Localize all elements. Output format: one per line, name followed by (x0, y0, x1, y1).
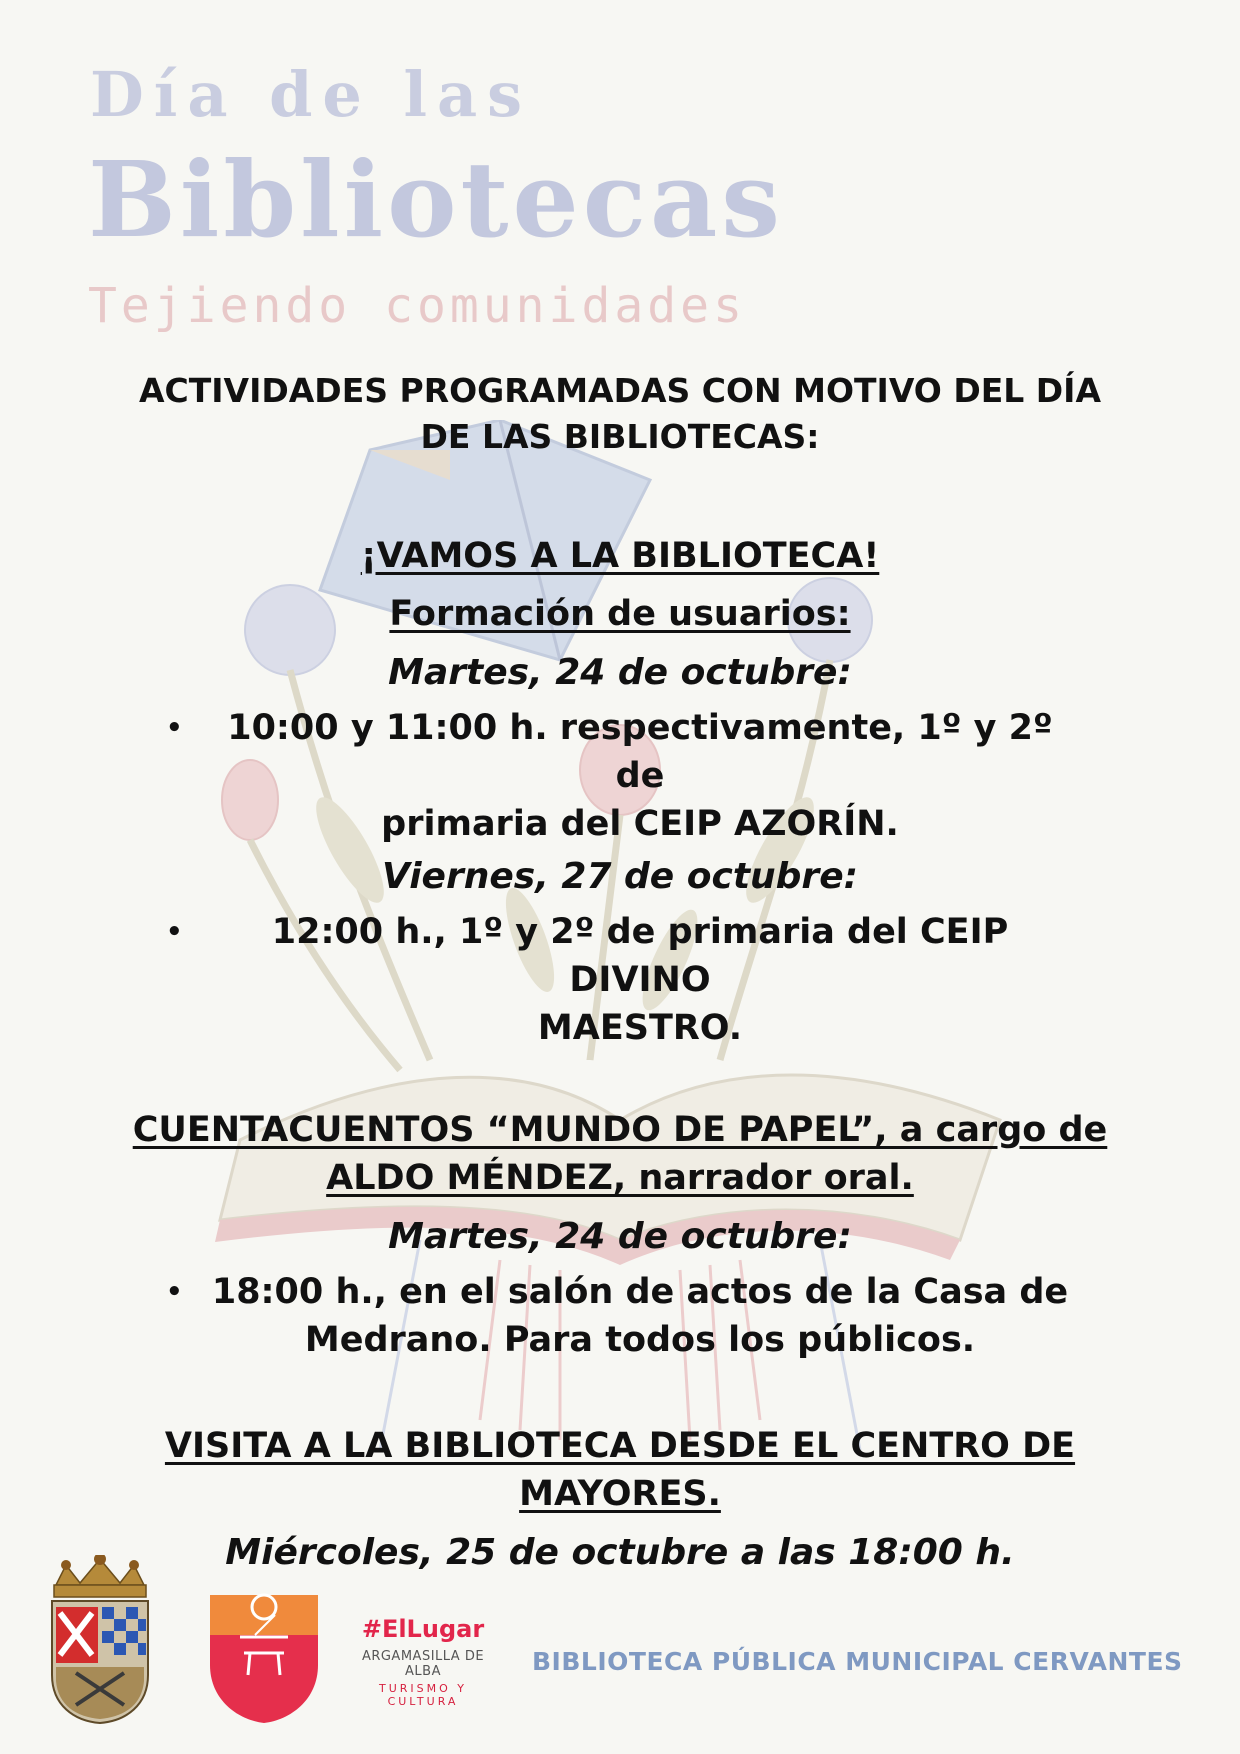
intro-line1: ACTIVIDADES PROGRAMADAS CON MOTIVO DEL DÍA (139, 371, 1101, 410)
event-tagline: Tejiendo comunidades (88, 278, 746, 334)
section-vamos-title: ¡VAMOS A LA BIBLIOTECA! (360, 536, 880, 576)
title-line1: CUENTACUENTOS “MUNDO DE PAPEL”, a cargo de (132, 1110, 1108, 1150)
intro-heading (100, 368, 1140, 460)
item-line2: primaria del CEIP AZORÍN. (381, 804, 899, 844)
item-line2: Medrano. Para todos los públicos. (304, 1320, 976, 1360)
list-item (100, 704, 1140, 848)
section-vamos-subtitle: Formación de usuarios: (389, 594, 851, 634)
section-cuentacuentos-list (100, 1268, 1140, 1364)
activities-content (100, 368, 1140, 1578)
intro-line2: DE LAS BIBLIOTECAS: (420, 417, 820, 456)
bullet-icon: • (166, 917, 183, 947)
el-lugar-logo-icon (200, 1575, 328, 1725)
section-visita-title (100, 1422, 1140, 1518)
el-lugar-brand (348, 1615, 498, 1708)
coat-of-arms-icon (46, 1555, 154, 1725)
event-title-line1: Día de las (90, 58, 533, 131)
title-line2: ALDO MÉNDEZ, narrador oral. (326, 1158, 914, 1198)
item-line1: 18:00 h., en el salón de actos de la Casa de (211, 1272, 1069, 1312)
item-line1: 12:00 h., 1º y 2º de primaria del CEIP DIVINO (271, 912, 1009, 1000)
bullet-icon: • (166, 1277, 183, 1307)
library-name: BIBLIOTECA PÚBLICA MUNICIPAL CERVANTES (532, 1647, 1183, 1676)
item-line1: 10:00 y 11:00 h. respectivamente, 1º y 2º de (227, 708, 1053, 796)
list-item (100, 1268, 1140, 1364)
section-vamos-date2: Viernes, 27 de octubre: (381, 856, 858, 897)
section-vamos-date1: Martes, 24 de octubre: (388, 652, 852, 693)
footer (0, 1545, 1240, 1745)
section-cuentacuentos-title (100, 1106, 1140, 1202)
el-lugar-town: ARGAMASILLA DE ALBA (361, 1649, 485, 1679)
title-line2: MAYORES. (519, 1474, 721, 1514)
list-item (100, 908, 1140, 1052)
section-cuentacuentos-date: Martes, 24 de octubre: (388, 1216, 852, 1257)
item-line2: MAESTRO. (537, 1008, 743, 1048)
el-lugar-hashtag: #ElLugar (361, 1615, 485, 1643)
section-vamos-list2 (100, 908, 1140, 1052)
el-lugar-subtitle: TURISMO Y CULTURA (378, 1682, 467, 1708)
bullet-icon: • (166, 713, 183, 743)
title-line1: VISITA A LA BIBLIOTECA DESDE EL CENTRO DE (164, 1426, 1076, 1466)
event-title-line2: Bibliotecas (88, 138, 784, 261)
section-vamos-list1 (100, 704, 1140, 848)
section-visita-date: Miércoles, 25 de octubre a las 18:00 h. (225, 1532, 1015, 1573)
